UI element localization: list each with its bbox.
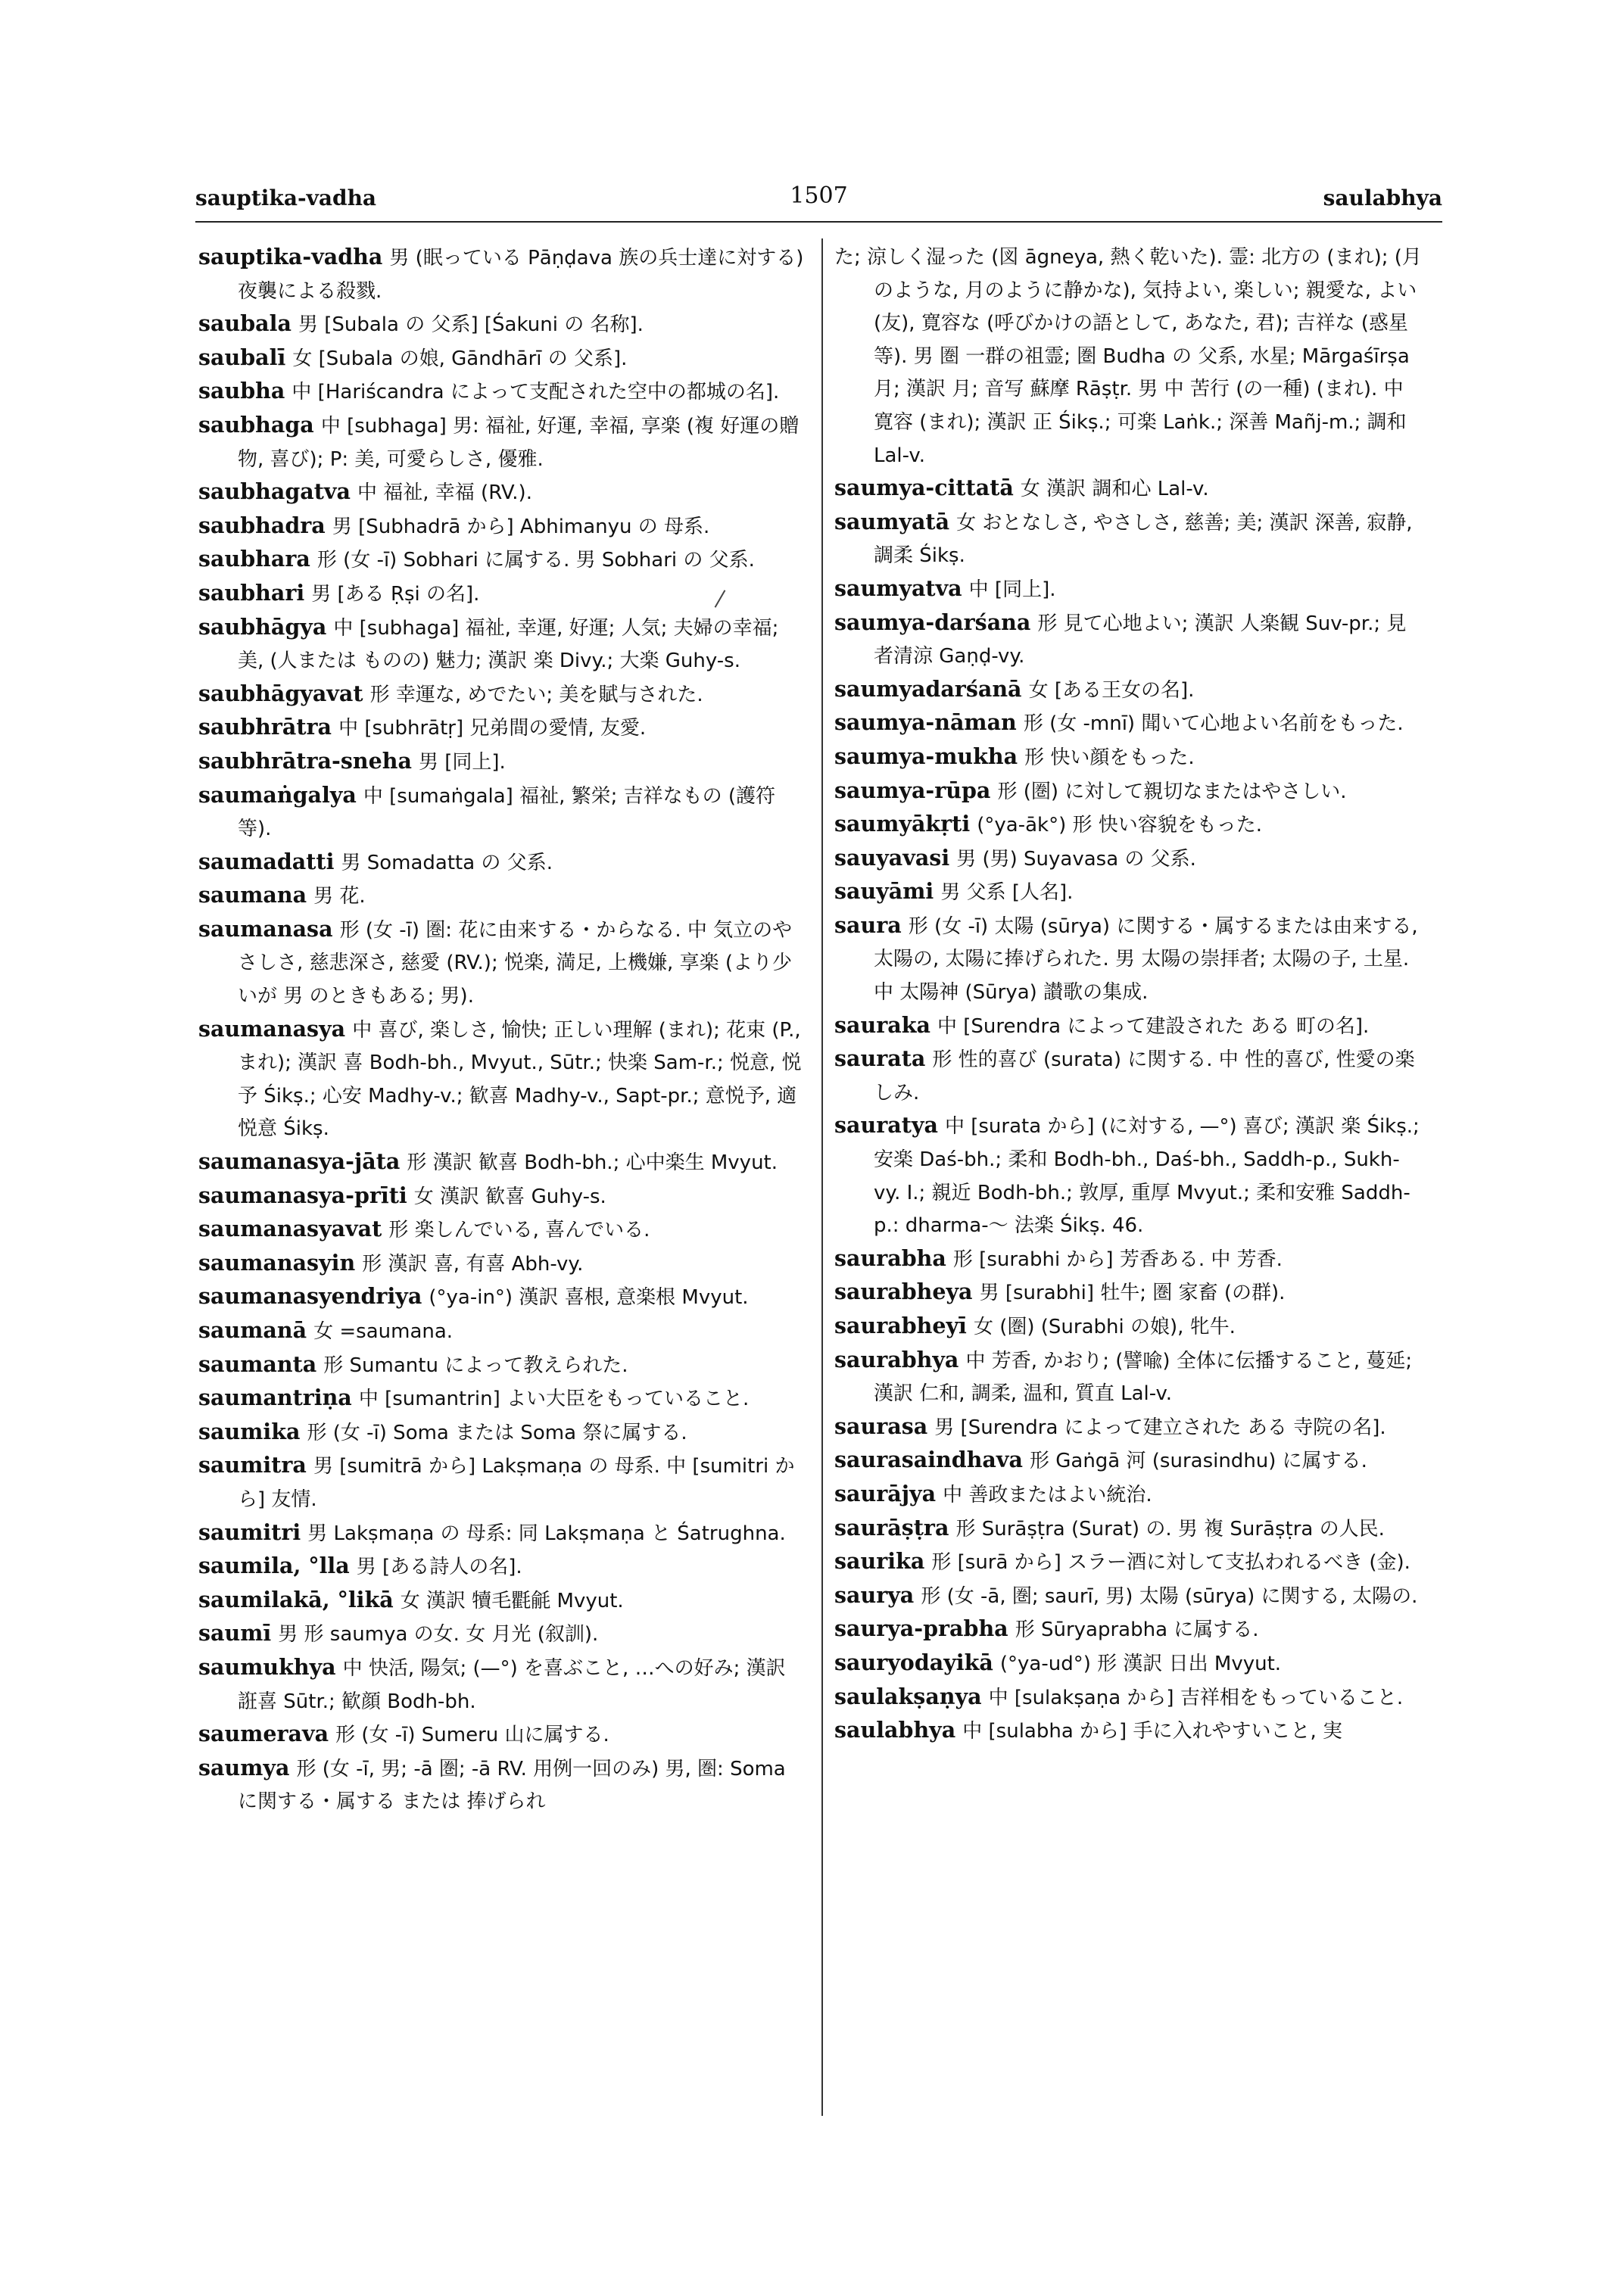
dictionary-entry [198, 1145, 804, 1179]
entry-headword: saurata [834, 1045, 926, 1072]
entry-headword: saumanasya-jāta [198, 1148, 401, 1175]
entry-definition: 中 [Hariścandra によって支配された空中の都城の名]. [291, 381, 780, 404]
entry-definition: 女 漢訳 犢毛氍毹 Mvyut. [400, 1589, 624, 1612]
dictionary-entry [198, 913, 804, 1013]
running-head [195, 173, 1442, 210]
entry-headword: saubhrātra-sneha [198, 747, 412, 774]
entry-definition: 男 (男) Suyavasa の 父系. [956, 847, 1196, 871]
dictionary-entry [834, 472, 1425, 506]
entry-definition: 形 (女 -ī, 男; -ā 圏; -ā RV. 用例一回のみ) 男, 圏: Soma に関する・属する または 捧げられ [238, 1757, 786, 1814]
entry-headword: saubha [198, 378, 285, 404]
dictionary-entry [198, 241, 804, 307]
entry-headword: saumī [198, 1620, 272, 1647]
dictionary-entry [198, 409, 804, 475]
entry-definition: 男 [Subhadrā から] Abhimanyu の 母系. [332, 515, 710, 538]
dictionary-entry [198, 1213, 804, 1247]
entry-definition: 男 [ある詩人の名]. [356, 1556, 522, 1579]
dictionary-entry [834, 1344, 1425, 1410]
dictionary-entry [834, 1478, 1425, 1512]
entry-headword: saurājya [834, 1480, 937, 1506]
header-right-guideword: saulabhya [1323, 185, 1442, 210]
dictionary-entry [834, 606, 1425, 673]
dictionary-entry [834, 842, 1425, 876]
entry-definition: 形 漢訳 歓喜 Bodh-bh.; 心中楽生 Mvyut. [407, 1151, 778, 1175]
entry-definition: 中 [subhrātṛ] 兄弟間の愛情, 友愛. [338, 717, 647, 740]
entry-definition: 形 (女 -ā, 圏; saurī, 男) 太陽 (sūrya) に関する, 太陽の. [921, 1584, 1418, 1608]
entry-definition: 男 父系 [人名]. [940, 881, 1074, 905]
entry-headword: saubhaga [198, 411, 314, 438]
entry-definition: 男 [surabhi] 牡牛; 圏 家畜 (の群). [979, 1282, 1286, 1305]
entry-definition: 女 漢訳 調和心 Lal-v. [1020, 478, 1209, 501]
entry-headword: saumana [198, 882, 307, 908]
entry-definition: 中 [sumantrin] よい大臣をもっていること. [358, 1388, 750, 1411]
dictionary-entry [834, 1512, 1425, 1546]
entry-definition: 男 Lakṣmaṇa の 母系: 同 Lakṣmaṇa と Śatrughna. [307, 1522, 786, 1545]
dictionary-entry [834, 1681, 1425, 1715]
entry-definition: 形 楽しんでいる, 喜んでいる. [388, 1219, 650, 1242]
dictionary-entry [834, 740, 1425, 774]
entry-headword: saumanasya [198, 1015, 346, 1042]
dictionary-entry [834, 1042, 1425, 1109]
entry-headword: saumya-cittatā [834, 475, 1014, 501]
entry-definition: 女 [Subala の娘, Gāndhārī の 父系]. [292, 347, 628, 370]
entry-definition: 形 Sūryaprabha に属する. [1015, 1618, 1259, 1642]
entry-definition: 男 [sumitrā から] Lakṣmaṇa の 母系. 中 [sumitri から] 友情. [238, 1455, 795, 1511]
dictionary-entry [198, 1382, 804, 1416]
entry-headword: sauraka [834, 1011, 930, 1038]
entry-headword: saumya-darśana [834, 609, 1031, 635]
entry-definition: 形 (女 -ī) Soma または Soma 祭に属する. [307, 1421, 687, 1444]
entry-headword: saubala [198, 310, 291, 337]
dictionary-entry [834, 1647, 1425, 1681]
entry-headword: saumya-rūpa [834, 777, 991, 803]
entry-headword: saurya [834, 1581, 915, 1608]
entry-headword: saurasaindhava [834, 1447, 1023, 1473]
entry-headword: saurya-prabha [834, 1615, 1008, 1642]
entry-definition: 形 [surā から] スラー酒に対して支払われるべき (金). [931, 1551, 1410, 1575]
entry-headword: saura [834, 911, 902, 938]
entry-headword: saumilakā, °likā [198, 1586, 394, 1612]
entry-definition: 形 (女 -mnī) 聞いて心地よい名前をもった. [1023, 712, 1404, 736]
dictionary-entry [834, 572, 1425, 606]
entry-definition: 中 喜び, 楽しさ, 愉快; 正しい理解 (まれ); 花束 (P., まれ); 漢訳 喜 Bodh-bh., Mvyut., Sūtr.; 快楽 Sam-r.; 悦意, 悦予 Śikṣ.; 心安 Madhy-v.; 歓喜 Madhy-v., Sapt-pr.; 意悦予, 適悦意 Śikṣ. [238, 1018, 802, 1141]
dictionary-entry [198, 509, 804, 544]
dictionary-entry [198, 1179, 804, 1213]
entry-definition: 中 [Surendra によって建設された ある 町の名]. [937, 1014, 1370, 1038]
entry-headword: saumerava [198, 1721, 329, 1747]
entry-headword: saumantriṇa [198, 1385, 352, 1411]
entry-headword: saurabheyī [834, 1313, 967, 1338]
dictionary-entry [198, 879, 804, 913]
dictionary-entry [198, 846, 804, 880]
entry-headword: saumanta [198, 1351, 317, 1377]
entry-definition: 形 漢訳 喜, 有喜 Abh-vy. [362, 1252, 584, 1276]
entry-headword: saumyākṛti [834, 811, 971, 837]
entry-definition: 女 =saumana. [313, 1320, 454, 1343]
entry-headword: saubhāgyavat [198, 680, 363, 706]
entry-definition: 男 [ある Ṛṣi の名]. [311, 582, 480, 606]
entry-headword: sauptika-vadha [198, 244, 383, 269]
entry-headword: saubhāgya [198, 613, 327, 640]
entry-definition: 形 [surabhi から] 芳香ある. 中 芳香. [952, 1248, 1283, 1271]
entry-definition: (°ya-in°) 漢訳 喜根, 意楽根 Mvyut. [429, 1286, 749, 1310]
dictionary-entry [198, 1516, 804, 1550]
entry-headword: saumanā [198, 1317, 307, 1343]
entry-definition: 男 [Subala の 父系] [Śakuni の 名称]. [298, 313, 644, 337]
entry-headword: saubhari [198, 579, 305, 606]
entry-definition: 中 快活, 陽気; (—°) を喜ぶこと, …への好み; 漢訳 誑喜 Sūtr.; 歓顔 Bodh-bh. [238, 1656, 786, 1713]
dictionary-entry [198, 678, 804, 712]
dictionary-entry [198, 1550, 804, 1584]
dictionary-entry [198, 341, 804, 375]
dictionary-entry [198, 1449, 804, 1516]
entry-headword: saumitri [198, 1519, 301, 1545]
header-left-guideword: sauptika-vadha [195, 185, 377, 210]
entry-definition: 中 [sulabha から] 手に入れやすいこと, 実 [962, 1720, 1342, 1743]
entry-headword: saubhagatva [198, 478, 351, 505]
entry-definition: 女 (圏) (Surabhi の娘), 牝牛. [973, 1316, 1236, 1338]
entry-headword: saumadatti [198, 848, 335, 874]
entry-definition: 形 Sumantu によって教えられた. [323, 1354, 628, 1377]
dictionary-entry [198, 577, 804, 611]
entry-headword: saurasa [834, 1413, 928, 1439]
dictionary-entry [198, 1280, 804, 1314]
entry-headword: sauryodayikā [834, 1649, 993, 1675]
entry-headword: sauyavasi [834, 844, 950, 871]
entry-headword: saumya-nāman [834, 709, 1017, 736]
entry-headword: saumanasya-prīti [198, 1182, 407, 1208]
entry-headword: saumika [198, 1418, 301, 1444]
entry-headword: saurika [834, 1548, 925, 1575]
dictionary-entry [834, 875, 1425, 909]
entry-headword: saubhara [198, 546, 310, 572]
dictionary-entry [198, 1651, 804, 1718]
entry-headword: saumaṅgalya [198, 781, 357, 808]
dictionary-entry [834, 774, 1425, 808]
dictionary-entry [198, 543, 804, 577]
entry-headword: sauratya [834, 1112, 938, 1139]
entry-definition: 形 幸運な, めでたい; 美を賦与された. [369, 683, 703, 706]
dictionary-entry [834, 909, 1425, 1009]
entry-definition: 中 芳香, かおり; (譬喩) 全体に伝播すること, 蔓延; 漢訳 仁和, 調柔, 温和, 質直 Lal-v. [874, 1349, 1413, 1406]
entry-headword: saurabheya [834, 1279, 973, 1305]
dictionary-entry [198, 375, 804, 409]
entry-headword: saumanasyin [198, 1249, 356, 1276]
entry-headword: saubhrātra [198, 714, 332, 740]
dictionary-entry [834, 1009, 1425, 1043]
dictionary-entry [834, 1579, 1425, 1613]
dictionary-entry [834, 506, 1425, 572]
entry-headword: saumyatā [834, 508, 950, 534]
entry-headword: saumila, °lla [198, 1553, 350, 1579]
dictionary-entry [834, 673, 1425, 707]
right-column [834, 241, 1425, 1748]
dictionary-entry [198, 711, 804, 745]
left-column [198, 241, 804, 1818]
entry-definition: 形 (女 -ī) Sobhari に属する. 男 Sobhari の 父系. [316, 549, 755, 572]
dictionary-entry [834, 1714, 1425, 1748]
dictionary-entry [834, 1612, 1425, 1647]
entry-definition: 形 Gaṅgā 河 (surasindhu) に属する. [1029, 1450, 1367, 1473]
dictionary-entry [834, 1276, 1425, 1310]
dictionary-entry [198, 1416, 804, 1450]
entry-headword: saumanasyendriya [198, 1283, 422, 1310]
entry-headword: saumanasa [198, 915, 333, 942]
dictionary-entry [198, 1752, 804, 1818]
entry-definition: 女 [ある王女の名]. [1028, 678, 1195, 702]
entry-definition: 形 快い顔をもった. [1024, 746, 1195, 769]
entry-definition: 中 [surata から] (に対する, —°) 喜び; 漢訳 楽 Śikṣ.; 安楽 Daś-bh.; 柔和 Bodh-bh., Daś-bh., Saddh-p., Sukh-vy. I.; 親近 Bodh-bh.; 敦厚, 重厚 Mvyut.; 柔和安雅 Saddh-p.: dharma-〜 法楽 Śikṣ. 46. [874, 1115, 1420, 1238]
entry-headword: saubalī [198, 344, 286, 370]
entry-headword: saumukhya [198, 1653, 336, 1680]
entry-definition: 男 [Surendra によって建立された ある 寺院の名]. [934, 1416, 1386, 1439]
dictionary-entry [198, 1718, 804, 1752]
entry-definition: 男 Somadatta の 父系. [341, 851, 553, 874]
dictionary-entry [834, 1410, 1425, 1444]
header-rule [195, 221, 1442, 223]
dictionary-entry [834, 706, 1425, 740]
entry-definition: (°ya-āk°) 形 快い容貌をもった. [977, 814, 1263, 837]
entry-headword: saulakṣaṇya [834, 1683, 982, 1709]
entry-definition: 女 漢訳 歓喜 Guhy-s. [413, 1185, 606, 1208]
entry-headword: saumitra [198, 1452, 307, 1478]
entry-headword: saubhadra [198, 512, 326, 538]
page-number: 1507 [790, 182, 848, 209]
dictionary-entry [198, 745, 804, 779]
entry-definition: 形 (女 -ī) 太陽 (sūrya) に関する・属するまたは由来する, 太陽の, 太陽に捧げられた. 男 太陽の崇拝者; 太陽の子, 土星. 中 太陽神 (Sūrya) 讃歌の集成. [874, 914, 1418, 1005]
entry-definition: 中 [sulakṣaṇa から] 吉祥相をもっていること. [988, 1686, 1404, 1709]
entry-definition: 形 (女 -ī) Sumeru 山に属する. [335, 1724, 609, 1747]
entry-headword: saumya-mukha [834, 743, 1018, 769]
entry-definition: 形 Surāṣṭra (Surat) の. 男 複 Surāṣṭra の人民. [955, 1517, 1385, 1541]
entry-headword: saumanasyavat [198, 1216, 382, 1242]
entry-headword: sauyāmi [834, 878, 934, 905]
dictionary-entry [198, 611, 804, 678]
dictionary-entry [198, 1247, 804, 1281]
dictionary-entry [834, 1444, 1425, 1478]
dictionary-entry [198, 1348, 804, 1382]
entry-headword: saurabha [834, 1245, 946, 1271]
dictionary-entry [198, 1314, 804, 1348]
dictionary-entry [198, 307, 804, 341]
entry-definition: 男 [同上]. [419, 750, 506, 774]
entry-headword: saumyatva [834, 575, 962, 601]
dictionary-entry [198, 1617, 804, 1651]
dictionary-entry [198, 1584, 804, 1618]
dictionary-entry [198, 779, 804, 846]
dictionary-entry [834, 1545, 1425, 1579]
dictionary-entry [198, 475, 804, 509]
entry-definition: (°ya-ud°) 形 漢訳 日出 Mvyut. [999, 1652, 1282, 1675]
entry-definition: た; 涼しく湿った (図 āgneya, 熱く乾いた). 霊: 北方の (まれ); (月のような, 月のように静かな), 気持よい, 楽しい; 親愛な, よい (友), 寛容な (呼びかけの語として, あなた, 君); 吉祥な (惑星等). 男 圏 一群の祖霊; 圏 Budha の 父系, 水星; Mārgaśīrṣa 月; 漢訳 月; 音写 蘇摩 Rāṣṭr. 男 中 苦行 (の一種) (まれ). 中 寛容 (まれ); 漢訳 正 Śikṣ.; 可楽 Laṅk.; 深善 Mañj-m.; 調和 Lal-v. [834, 246, 1422, 467]
dictionary-entry [834, 1242, 1425, 1276]
entry-definition: 中 [同上]. [968, 578, 1056, 601]
entry-headword: saulabhya [834, 1717, 956, 1743]
entry-definition: 形 性的喜び (surata) に関する. 中 性的喜び, 性愛の楽しみ. [874, 1048, 1415, 1104]
dictionary-entry [834, 1310, 1425, 1344]
entry-definition: 中 [subhaga] 福祉, 幸運, 好運; 人気; 夫婦の幸福; 美, (人または ものの) 魅力; 漢訳 楽 Divy.; 大楽 Guhy-s. [238, 616, 779, 673]
dictionary-entry [834, 241, 1425, 472]
column-divider [821, 238, 823, 2116]
entry-headword: saumyadarśanā [834, 675, 1022, 702]
entry-definition: 男 形 saumya の女. 女 月光 (叙訓). [278, 1623, 599, 1647]
entry-headword: saumya [198, 1754, 290, 1781]
entry-definition: 中 福祉, 幸福 (RV.). [357, 481, 532, 505]
entry-definition: 中 [subhaga] 男: 福祉, 好運, 幸福, 享楽 (複 好運の贈物, 喜び); P: 美, 可愛らしさ, 優雅. [238, 414, 800, 471]
entry-headword: saurāṣṭra [834, 1514, 949, 1541]
entry-headword: saurabhya [834, 1346, 959, 1372]
entry-definition: 男 (眠っている Pāṇḍava 族の兵士達に対する) 夜襲による殺戮. [238, 247, 804, 303]
entry-definition: 男 花. [313, 885, 366, 908]
entry-definition: 女 おとなしさ, やさしさ, 慈善; 美; 漢訳 深善, 寂静, 調柔 Śikṣ. [874, 511, 1413, 568]
dictionary-entry [198, 1013, 804, 1145]
dictionary-entry [834, 808, 1425, 842]
entry-definition: 形 (圏) に対して親切なまたはやさしい. [997, 780, 1347, 803]
entry-definition: 中 [sumaṅgala] 福祉, 繁栄; 吉祥なもの (護符等). [238, 784, 776, 841]
entry-definition: 形 (女 -ī) 圏: 花に由来する・からなる. 中 気立のやさしさ, 慈悲深さ, 慈愛 (RV.); 悦楽, 満足, 上機嫌, 享楽 (より少いが 男 のときもある; 男). [238, 918, 793, 1008]
entry-definition: 中 善政またはよい統治. [943, 1483, 1152, 1506]
dictionary-entry [834, 1109, 1425, 1242]
entry-definition: 形 見て心地よい; 漢訳 人楽観 Suv-pr.; 見者清涼 Gaṇḍ-vy. [874, 612, 1407, 668]
